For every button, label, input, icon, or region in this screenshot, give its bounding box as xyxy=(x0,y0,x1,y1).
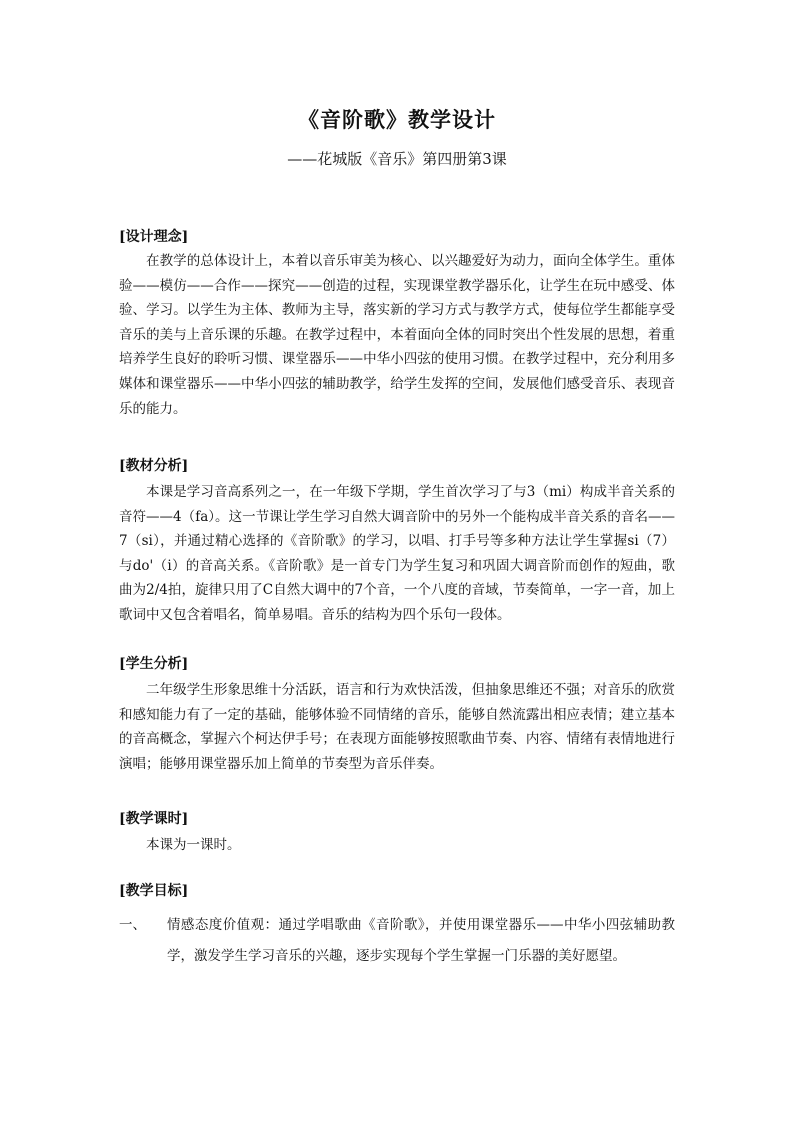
goal-item-number: 一、 xyxy=(119,917,146,933)
section-heading: [学生分析] xyxy=(119,656,189,672)
section-teaching-goals xyxy=(119,880,675,902)
section-heading: [教学目标] xyxy=(119,883,189,899)
section-student-analysis xyxy=(119,653,675,776)
section-body: 本课是学习音高系列之一，在一年级下学期，学生首次学习了与3（mi）构成半音关系的音符——4（fa）。这一节课让学生学习自然大调音阶中的另外一个能构成半音关系的音名——7（si），并通过精心选择的《音阶歌》的学习，以唱、打手号等多种方法让学生掌握si（7）与do'（i）的音高关系。《音阶歌》是一首专门为学生复习和巩固大调音阶而创作的短曲，歌曲为2/4拍，旋律只用了C自然大调中的7个音，一个八度的音域，节奏简单，一字一音，加上歌词中又包含着唱名，简单易唱。音乐的结构为四个乐句一段体。 xyxy=(119,484,675,623)
goal-item-text: 情感态度价值观：通过学唱歌曲《音阶歌》，并使用课堂器乐——中华小四弦辅助教学，激发学生学习音乐的兴趣，逐步实现每个学生掌握一门乐器的美好愿望。 xyxy=(167,917,675,964)
section-class-hours xyxy=(119,808,675,858)
section-body: 在教学的总体设计上，本着以音乐审美为核心、以兴趣爱好为动力，面向全体学生。重体验——模仿——合作——探究——创造的过程，实现课堂教学器乐化，让学生在玩中感受、体验、学习。以学生为主体、教师为主导，落实新的学习方式与教学方式，使每位学生都能享受音乐的美与上音乐课的乐趣。在教学过程中，本着面向全体的同时突出个性发展的思想，着重培养学生良好的聆听习惯、课堂器乐——中华小四弦的使用习惯。在教学过程中，充分利用多媒体和课堂器乐——中华小四弦的辅助教学，给学生发挥的空间，发展他们感受音乐、表现音乐的能力。 xyxy=(119,253,675,417)
section-heading: [教学课时] xyxy=(119,811,189,827)
section-heading: [设计理念] xyxy=(119,229,189,245)
section-body: 本课为一课时。 xyxy=(146,837,241,853)
document-title: 《音阶歌》教学设计 xyxy=(298,107,496,132)
document-subtitle: ——花城版《音乐》第四册第3课 xyxy=(287,150,507,168)
section-design-concept xyxy=(119,226,675,421)
section-material-analysis xyxy=(119,455,675,628)
section-body: 二年级学生形象思维十分活跃，语言和行为欢快活泼，但抽象思维还不强；对音乐的欣赏和感知能力有了一定的基础，能够体验不同情绪的音乐，能够自然流露出相应表情；建立基本的音高概念，掌握六个柯达伊手号；在表现方面能够按照歌曲节奏、内容、情绪有表情地进行演唱；能够用课堂器乐加上简单的节奏型为音乐伴奏。 xyxy=(119,682,675,772)
section-heading: [教材分析] xyxy=(119,458,189,474)
